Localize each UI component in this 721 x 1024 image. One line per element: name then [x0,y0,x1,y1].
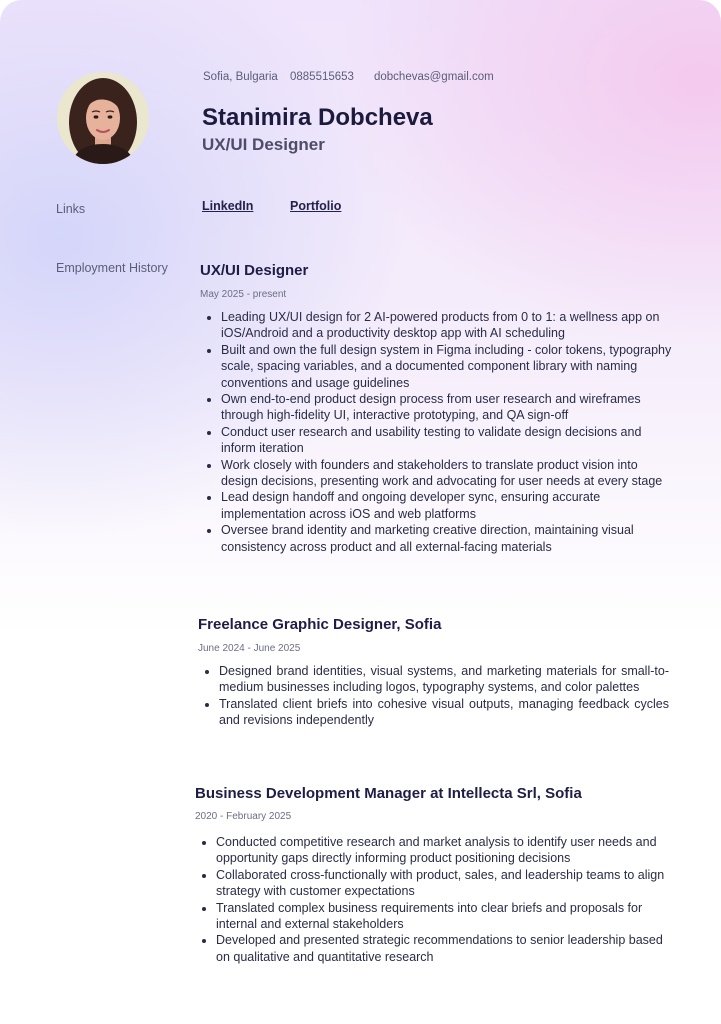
list-item: • Translated complex business requirements into clear briefs and proposals for internal and external stakeholders [216,900,678,933]
list-item: • Work closely with founders and stakeholders to translate product vision into design decisions, presenting work and advocating for user needs at every stage [221,457,676,490]
job-bullet-list [199,663,669,729]
location-text: Sofia, Bulgaria [203,71,278,83]
list-item: • Collaborated cross-functionally with product, sales, and leadership teams to align strategy with customer expectations [216,867,678,900]
links-label: Links [56,202,86,216]
job-dates: June 2024 - June 2025 [198,643,301,654]
candidate-role: UX/UI Designer [202,135,325,154]
job-title: Business Development Manager at Intellecta Srl, Sofia [195,785,582,802]
profile-photo [57,72,149,164]
list-item: • Developed and presented strategic recommendations to senior leadership based on qualitative and quantitative research [216,932,678,965]
job-title: UX/UI Designer [200,262,309,279]
list-item: • Leading UX/UI design for 2 AI-powered products from 0 to 1: a wellness app on iOS/Android and a productivity desktop app with AI scheduling [221,309,676,342]
list-item: • Own end-to-end product design process from user research and wireframes through high-fidelity UI, interactive prototyping, and QA sign-off [221,391,676,424]
job-title: Freelance Graphic Designer, Sofia [198,616,442,633]
employment-history-label: Employment History [56,261,168,275]
list-item: • Built and own the full design system in Figma including - color tokens, typography scale, spacing variables, and a documented component library with naming conventions and usage guidelines [221,342,676,391]
job-bullet-list [196,834,678,965]
list-item: • Lead design handoff and ongoing developer sync, ensuring accurate implementation across iOS and web platforms [221,489,676,522]
candidate-name: Stanimira Dobcheva [202,104,433,131]
portfolio-link[interactable]: Portfolio [290,199,342,213]
list-item: • Conducted competitive research and market analysis to identify user needs and opportunity gaps directly informing product positioning decisions [216,834,678,867]
linkedin-link[interactable]: LinkedIn [202,199,254,213]
list-item: • Conduct user research and usability testing to validate design decisions and inform iteration [221,424,676,457]
phone-text: 0885515653 [290,71,354,83]
email-text: dobchevas@gmail.com [374,71,494,83]
job-bullet-list [201,309,676,555]
job-dates: May 2025 - present [200,289,287,300]
list-item: • Oversee brand identity and marketing creative direction, maintaining visual consistency across product and all external-facing materials [221,522,676,555]
job-dates: 2020 - February 2025 [195,811,292,822]
list-item: • Translated client briefs into cohesive visual outputs, managing feedback cycles and revisions independently [219,696,669,729]
list-item: • Designed brand identities, visual systems, and marketing materials for small-to-medium businesses including logos, typography systems, and color palettes [219,663,669,696]
profile-photo-illustration [57,72,149,164]
